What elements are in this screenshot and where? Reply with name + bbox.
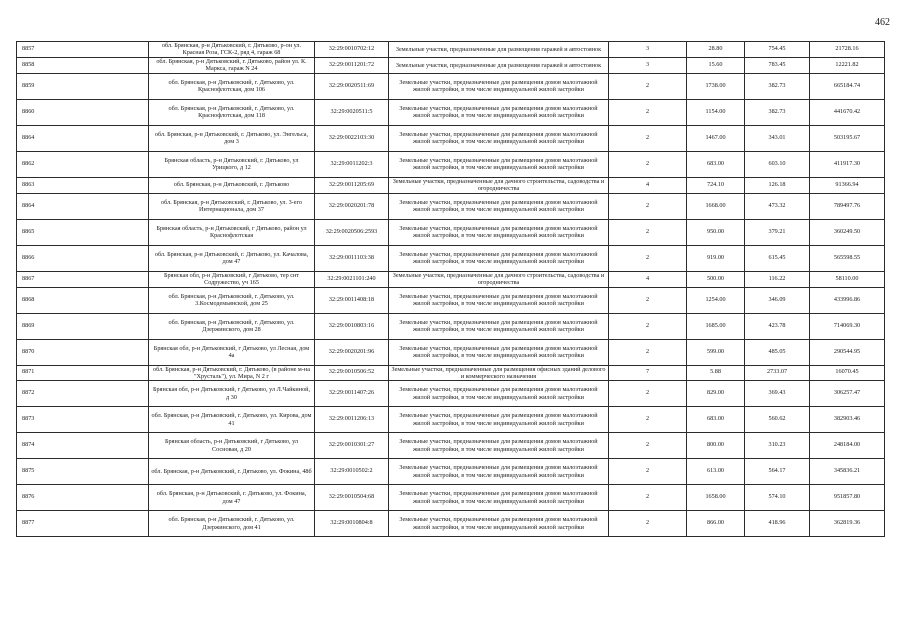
group-cell: 2 bbox=[609, 339, 687, 365]
table-row bbox=[17, 177, 885, 193]
cadastral-value-cell: 362819.36 bbox=[810, 511, 885, 537]
page-number: 462 bbox=[875, 17, 890, 28]
land-use-cell: Земельные участки, предназначенные для размещения домов малоэтажной жилой застройки, в том числе индивидуальной жилой застройки bbox=[389, 433, 609, 459]
specific-value-cell: 346.09 bbox=[745, 287, 810, 313]
area-cell: 1738.00 bbox=[687, 73, 745, 99]
cadastral-number-cell: 32:29:0010506:52 bbox=[315, 365, 389, 381]
cadastral-value-cell: 12221.82 bbox=[810, 57, 885, 73]
address-cell: обл. Брянская, р-н Дятьковский, г. Дятьково, ул. Дзержинского, дом 41 bbox=[149, 511, 315, 537]
table-row bbox=[17, 99, 885, 125]
cadastral-value-cell: 565598.55 bbox=[810, 245, 885, 271]
area-cell: 1467.00 bbox=[687, 125, 745, 151]
table-row bbox=[17, 433, 885, 459]
address-cell: обл. Брянская, р-н Дятьковский, г. Дятьково, ул. 3.Космодемьянской, дом 25 bbox=[149, 287, 315, 313]
address-cell: Брянская область, р-н Дятьковский, г. Дятьково, ул Урицкого, д 12 bbox=[149, 151, 315, 177]
area-cell: 1685.00 bbox=[687, 313, 745, 339]
land-use-cell: Земельные участки, предназначенные для размещения домов малоэтажной жилой застройки, в том числе индивидуальной жилой застройки bbox=[389, 151, 609, 177]
specific-value-cell: 485.05 bbox=[745, 339, 810, 365]
table-row bbox=[17, 339, 885, 365]
specific-value-cell: 473.32 bbox=[745, 193, 810, 219]
cadastral-number-cell: 32:29:0010301:27 bbox=[315, 433, 389, 459]
land-use-cell: Земельные участки, предназначенные для размещения домов малоэтажной жилой застройки, в том числе индивидуальной жилой застройки bbox=[389, 459, 609, 485]
area-cell: 1254.00 bbox=[687, 287, 745, 313]
address-cell: обл. Брянская, р-н Дятьковский, г. Дятьково, ул. Дзержинского, дом 28 bbox=[149, 313, 315, 339]
cadastral-value-cell: 382903.46 bbox=[810, 407, 885, 433]
cadastral-value-cell: 360249.50 bbox=[810, 219, 885, 245]
row-number-cell: 8863 bbox=[17, 177, 149, 193]
cadastral-number-cell: 32:29:0020506:2593 bbox=[315, 219, 389, 245]
cadastral-number-cell: 32:29:0011206:13 bbox=[315, 407, 389, 433]
address-cell: обл. Брянская, р-н Дятьковский, г. Дятьково, район ул. К. Маркса, гараж N 24 bbox=[149, 57, 315, 73]
area-cell: 950.00 bbox=[687, 219, 745, 245]
group-cell: 2 bbox=[609, 125, 687, 151]
address-cell: обл. Брянская, р-н Дятьковский, г. Дятьково, (в районе м-на "Хрусталь"), ул. Мира, N 2 г bbox=[149, 365, 315, 381]
specific-value-cell: 382.73 bbox=[745, 99, 810, 125]
row-number-cell: 8862 bbox=[17, 151, 149, 177]
specific-value-cell: 116.22 bbox=[745, 271, 810, 287]
specific-value-cell: 564.17 bbox=[745, 459, 810, 485]
cadastral-value-cell: 306257.47 bbox=[810, 381, 885, 407]
cadastral-number-cell: 32:29:0010803:16 bbox=[315, 313, 389, 339]
row-number-cell: 8872 bbox=[17, 381, 149, 407]
table-row bbox=[17, 42, 885, 58]
row-number-cell: 8864 bbox=[17, 125, 149, 151]
group-cell: 2 bbox=[609, 193, 687, 219]
land-use-cell: Земельные участки, предназначенные для размещения домов малоэтажной жилой застройки, в том числе индивидуальной жилой застройки bbox=[389, 339, 609, 365]
group-cell: 2 bbox=[609, 485, 687, 511]
table-row bbox=[17, 287, 885, 313]
land-use-cell: Земельные участки, предназначенные для размещения домов малоэтажной жилой застройки, в том числе индивидуальной жилой застройки bbox=[389, 381, 609, 407]
area-cell: 683.00 bbox=[687, 407, 745, 433]
cadastral-value-cell: 21728.16 bbox=[810, 42, 885, 58]
area-cell: 500.00 bbox=[687, 271, 745, 287]
address-cell: обл. Брянская, р-н Дятьковский, г. Дятьково, ул. Кирова, дом 41 bbox=[149, 407, 315, 433]
land-use-cell: Земельные участки, предназначенные для размещения гаражей и автостоянок bbox=[389, 42, 609, 58]
row-number-cell: 8871 bbox=[17, 365, 149, 381]
table-row bbox=[17, 511, 885, 537]
area-cell: 800.00 bbox=[687, 433, 745, 459]
table-row bbox=[17, 219, 885, 245]
cadastral-number-cell: 32:29:0020201:96 bbox=[315, 339, 389, 365]
land-use-cell: Земельные участки, предназначенные для размещения домов малоэтажной жилой застройки, в том числе индивидуальной жилой застройки bbox=[389, 485, 609, 511]
cadastral-value-cell: 16070.45 bbox=[810, 365, 885, 381]
row-number-cell: 8866 bbox=[17, 245, 149, 271]
cadastral-number-cell: 32:29:0020511:69 bbox=[315, 73, 389, 99]
group-cell: 2 bbox=[609, 245, 687, 271]
area-cell: 613.00 bbox=[687, 459, 745, 485]
specific-value-cell: 379.21 bbox=[745, 219, 810, 245]
land-use-cell: Земельные участки, предназначенные для размещения домов малоэтажной жилой застройки, в том числе индивидуальной жилой застройки bbox=[389, 313, 609, 339]
address-cell: Брянская обл, р-н Дятьковский, г Дятьково, ул Лесная, дом 4а bbox=[149, 339, 315, 365]
row-number-cell: 8869 bbox=[17, 313, 149, 339]
table-row bbox=[17, 381, 885, 407]
row-number-cell: 8860 bbox=[17, 99, 149, 125]
land-use-cell: Земельные участки, предназначенные для размещения домов малоэтажной жилой застройки, в том числе индивидуальной жилой застройки bbox=[389, 245, 609, 271]
address-cell: обл. Брянская, р-н Дятьковский, г. Дятьково, ул. 3-его Интернационала, дом 37 bbox=[149, 193, 315, 219]
cadastral-value-cell: 503195.67 bbox=[810, 125, 885, 151]
cadastral-value-cell: 91366.94 bbox=[810, 177, 885, 193]
group-cell: 2 bbox=[609, 151, 687, 177]
table-row bbox=[17, 125, 885, 151]
address-cell: обл. Брянская, р-н Дятьковский, г. Дятьково, ул. Качалова, дом 47 bbox=[149, 245, 315, 271]
cadastral-number-cell: 32:29:0021101:240 bbox=[315, 271, 389, 287]
row-number-cell: 8857 bbox=[17, 42, 149, 58]
specific-value-cell: 560.62 bbox=[745, 407, 810, 433]
specific-value-cell: 382.73 bbox=[745, 73, 810, 99]
cadastral-value-table bbox=[16, 41, 885, 537]
row-number-cell: 8873 bbox=[17, 407, 149, 433]
row-number-cell: 8868 bbox=[17, 287, 149, 313]
table-row bbox=[17, 313, 885, 339]
area-cell: 1658.00 bbox=[687, 485, 745, 511]
area-cell: 866.00 bbox=[687, 511, 745, 537]
area-cell: 829.00 bbox=[687, 381, 745, 407]
specific-value-cell: 574.10 bbox=[745, 485, 810, 511]
cadastral-value-cell: 345836.21 bbox=[810, 459, 885, 485]
table-row bbox=[17, 365, 885, 381]
row-number-cell: 8877 bbox=[17, 511, 149, 537]
land-use-cell: Земельные участки, предназначенные для дачного строительства, садоводства и огородничества bbox=[389, 271, 609, 287]
group-cell: 2 bbox=[609, 459, 687, 485]
land-use-cell: Земельные участки, предназначенные для размещения домов малоэтажной жилой застройки, в том числе индивидуальной жилой застройки bbox=[389, 511, 609, 537]
table-row bbox=[17, 459, 885, 485]
row-number-cell: 8875 bbox=[17, 459, 149, 485]
cadastral-number-cell: 32:29:0010702:12 bbox=[315, 42, 389, 58]
cadastral-value-cell: 248184.00 bbox=[810, 433, 885, 459]
area-cell: 683.00 bbox=[687, 151, 745, 177]
area-cell: 599.00 bbox=[687, 339, 745, 365]
specific-value-cell: 783.45 bbox=[745, 57, 810, 73]
cadastral-number-cell: 32:29:0010504:68 bbox=[315, 485, 389, 511]
cadastral-number-cell: 32:29:0011202:3 bbox=[315, 151, 389, 177]
row-number-cell: 8867 bbox=[17, 271, 149, 287]
address-cell: обл. Брянская, р-н Дятьковский, г. Дятьково, ул. Фокина, 48б bbox=[149, 459, 315, 485]
land-use-cell: Земельные участки, предназначенные для размещения офисных зданий делового и коммерческого назначения bbox=[389, 365, 609, 381]
address-cell: Брянская обл, р-н Дятьковский, г Дятьково, тер снт Содружество, уч 165 bbox=[149, 271, 315, 287]
group-cell: 2 bbox=[609, 381, 687, 407]
address-cell: обл. Брянская, р-н Дятьковский, г. Дятьково, ул. Энгельса, дом 3 bbox=[149, 125, 315, 151]
group-cell: 3 bbox=[609, 57, 687, 73]
address-cell: Брянская обл, р-н Дятьковский, г Дятьково, ул Л.Чайкиной, д 30 bbox=[149, 381, 315, 407]
cadastral-value-cell: 290544.95 bbox=[810, 339, 885, 365]
cadastral-value-cell: 58110.00 bbox=[810, 271, 885, 287]
table-row bbox=[17, 271, 885, 287]
table-row bbox=[17, 245, 885, 271]
area-cell: 919.00 bbox=[687, 245, 745, 271]
specific-value-cell: 343.01 bbox=[745, 125, 810, 151]
land-use-cell: Земельные участки, предназначенные для размещения домов малоэтажной жилой застройки, в том числе индивидуальной жилой застройки bbox=[389, 407, 609, 433]
row-number-cell: 8874 bbox=[17, 433, 149, 459]
row-number-cell: 8876 bbox=[17, 485, 149, 511]
area-cell: 28.80 bbox=[687, 42, 745, 58]
land-use-cell: Земельные участки, предназначенные для размещения домов малоэтажной жилой застройки, в том числе индивидуальной жилой застройки bbox=[389, 193, 609, 219]
cadastral-value-cell: 665184.74 bbox=[810, 73, 885, 99]
cadastral-value-cell: 433996.86 bbox=[810, 287, 885, 313]
cadastral-value-cell: 714069.30 bbox=[810, 313, 885, 339]
cadastral-value-cell: 441670.42 bbox=[810, 99, 885, 125]
area-cell: 724.10 bbox=[687, 177, 745, 193]
cadastral-number-cell: 32:29:0011407:26 bbox=[315, 381, 389, 407]
group-cell: 3 bbox=[609, 42, 687, 58]
specific-value-cell: 418.96 bbox=[745, 511, 810, 537]
address-cell: обл. Брянская, р-н Дятьковский, г. Дятьково bbox=[149, 177, 315, 193]
row-number-cell: 8870 bbox=[17, 339, 149, 365]
group-cell: 2 bbox=[609, 73, 687, 99]
table-row bbox=[17, 73, 885, 99]
table-row bbox=[17, 151, 885, 177]
row-number-cell: 8858 bbox=[17, 57, 149, 73]
table-body bbox=[17, 42, 885, 537]
cadastral-value-cell: 951857.80 bbox=[810, 485, 885, 511]
specific-value-cell: 754.45 bbox=[745, 42, 810, 58]
group-cell: 4 bbox=[609, 177, 687, 193]
cadastral-number-cell: 32:29:0010804:8 bbox=[315, 511, 389, 537]
land-use-cell: Земельные участки, предназначенные для размещения домов малоэтажной жилой застройки, в том числе индивидуальной жилой застройки bbox=[389, 125, 609, 151]
table-row bbox=[17, 485, 885, 511]
specific-value-cell: 310.23 bbox=[745, 433, 810, 459]
cadastral-number-cell: 32:29:0020511:5 bbox=[315, 99, 389, 125]
address-cell: обл. Брянская, р-н Дятьковский, г. Дятьково, ул. Фокина, дом 47 bbox=[149, 485, 315, 511]
group-cell: 2 bbox=[609, 287, 687, 313]
table-row bbox=[17, 407, 885, 433]
area-cell: 5.88 bbox=[687, 365, 745, 381]
group-cell: 2 bbox=[609, 433, 687, 459]
area-cell: 1154.00 bbox=[687, 99, 745, 125]
land-use-cell: Земельные участки, предназначенные для размещения домов малоэтажной жилой застройки, в том числе индивидуальной жилой застройки bbox=[389, 219, 609, 245]
group-cell: 2 bbox=[609, 99, 687, 125]
table-row bbox=[17, 57, 885, 73]
specific-value-cell: 423.78 bbox=[745, 313, 810, 339]
row-number-cell: 8859 bbox=[17, 73, 149, 99]
land-use-cell: Земельные участки, предназначенные для размещения домов малоэтажной жилой застройки, в том числе индивидуальной жилой застройки bbox=[389, 73, 609, 99]
group-cell: 7 bbox=[609, 365, 687, 381]
land-use-cell: Земельные участки, предназначенные для размещения домов малоэтажной жилой застройки, в том числе индивидуальной жилой застройки bbox=[389, 99, 609, 125]
group-cell: 2 bbox=[609, 511, 687, 537]
specific-value-cell: 2733.07 bbox=[745, 365, 810, 381]
cadastral-value-cell: 789497.76 bbox=[810, 193, 885, 219]
land-use-cell: Земельные участки, предназначенные для дачного строительства, садоводства и огородничества bbox=[389, 177, 609, 193]
area-cell: 15.60 bbox=[687, 57, 745, 73]
specific-value-cell: 603.10 bbox=[745, 151, 810, 177]
cadastral-value-cell: 411917.30 bbox=[810, 151, 885, 177]
cadastral-number-cell: 32:29:0022103:30 bbox=[315, 125, 389, 151]
cadastral-number-cell: 32:29:0011103:38 bbox=[315, 245, 389, 271]
address-cell: обл. Брянская, р-н Дятьковский, г. Дятьково, ул. Краснофлотская, дом 118 bbox=[149, 99, 315, 125]
cadastral-number-cell: 32:29:0011201:72 bbox=[315, 57, 389, 73]
address-cell: обл. Брянская, р-н Дятьковский, г. Дятьково, р-он ул. Красная Роза, ГСК-2, ряд 4, гараж 68 bbox=[149, 42, 315, 58]
group-cell: 2 bbox=[609, 313, 687, 339]
address-cell: Брянская область, р-н Дятьковский, г Дятьково, ул Сосновая, д 20 bbox=[149, 433, 315, 459]
cadastral-number-cell: 32:29:0020201:78 bbox=[315, 193, 389, 219]
area-cell: 1668.00 bbox=[687, 193, 745, 219]
land-use-cell: Земельные участки, предназначенные для размещения домов малоэтажной жилой застройки, в том числе индивидуальной жилой застройки bbox=[389, 287, 609, 313]
address-cell: обл. Брянская, р-н Дятьковский, г. Дятьково, ул. Краснофлотская, дом 106 bbox=[149, 73, 315, 99]
row-number-cell: 8865 bbox=[17, 219, 149, 245]
specific-value-cell: 615.45 bbox=[745, 245, 810, 271]
row-number-cell: 8864 bbox=[17, 193, 149, 219]
group-cell: 2 bbox=[609, 407, 687, 433]
cadastral-number-cell: 32:29:0010502:2 bbox=[315, 459, 389, 485]
cadastral-number-cell: 32:29:0011408:18 bbox=[315, 287, 389, 313]
specific-value-cell: 369.43 bbox=[745, 381, 810, 407]
land-use-cell: Земельные участки, предназначенные для размещения гаражей и автостоянок bbox=[389, 57, 609, 73]
cadastral-number-cell: 32:29:0011205:69 bbox=[315, 177, 389, 193]
group-cell: 2 bbox=[609, 219, 687, 245]
table-row bbox=[17, 193, 885, 219]
address-cell: Брянская область, р-н Дятьковский, г Дятьково, район ул Краснофлотская bbox=[149, 219, 315, 245]
specific-value-cell: 126.18 bbox=[745, 177, 810, 193]
group-cell: 4 bbox=[609, 271, 687, 287]
